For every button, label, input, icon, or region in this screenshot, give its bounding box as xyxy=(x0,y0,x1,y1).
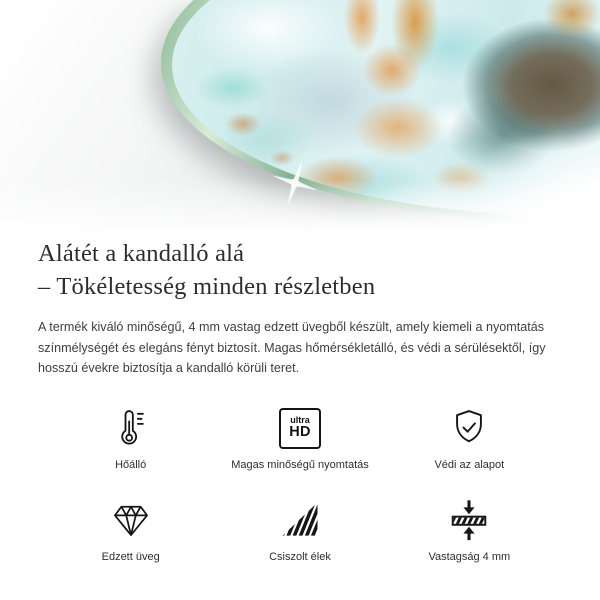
polished-edge-icon xyxy=(279,497,321,543)
feature-label: Hőálló xyxy=(115,459,147,472)
feature-print-quality xyxy=(215,405,384,471)
page-title xyxy=(38,230,562,304)
feature-grid xyxy=(38,405,562,563)
feature-label: Csiszolt élek xyxy=(269,551,331,564)
ultra-hd-bottom-text: HD xyxy=(289,424,311,441)
product-description-text: A termék kiváló minőségű, 4 mm vastag edzett üvegből készült, amely kiemeli a nyomtatás színmélységét és elegáns fényt biztosít. Magas hőmérsékletálló, és védi a sérülésektől, így hosszú évekre biztosítja a kandalló körüli teret. xyxy=(38,319,546,376)
page-title-line1: Alátét a kandalló alá xyxy=(38,240,245,267)
ultra-hd-icon xyxy=(279,405,321,451)
ultra-hd-top-text: ultra xyxy=(290,415,310,426)
shield-check-icon xyxy=(447,405,491,451)
feature-heat-resistant xyxy=(46,405,215,471)
feature-label: Edzett üveg xyxy=(101,551,160,564)
product-description-section xyxy=(0,230,600,563)
feature-protects-base xyxy=(385,405,554,471)
feature-label: Védi az alapot xyxy=(434,459,505,472)
feature-tempered-glass xyxy=(46,497,215,563)
feature-polished-edges xyxy=(215,497,384,563)
product-hero-image xyxy=(0,0,600,230)
diamond-icon xyxy=(108,497,154,543)
feature-label: Magas minőségű nyomtatás xyxy=(231,459,369,472)
page-title-line2: – Tökéletesség minden részletben xyxy=(38,273,376,301)
sparkle-highlight xyxy=(270,158,320,208)
thermometer-icon xyxy=(109,405,153,451)
feature-thickness xyxy=(385,497,554,563)
thickness-icon xyxy=(446,497,492,543)
feature-label: Vastagság 4 mm xyxy=(428,551,511,564)
